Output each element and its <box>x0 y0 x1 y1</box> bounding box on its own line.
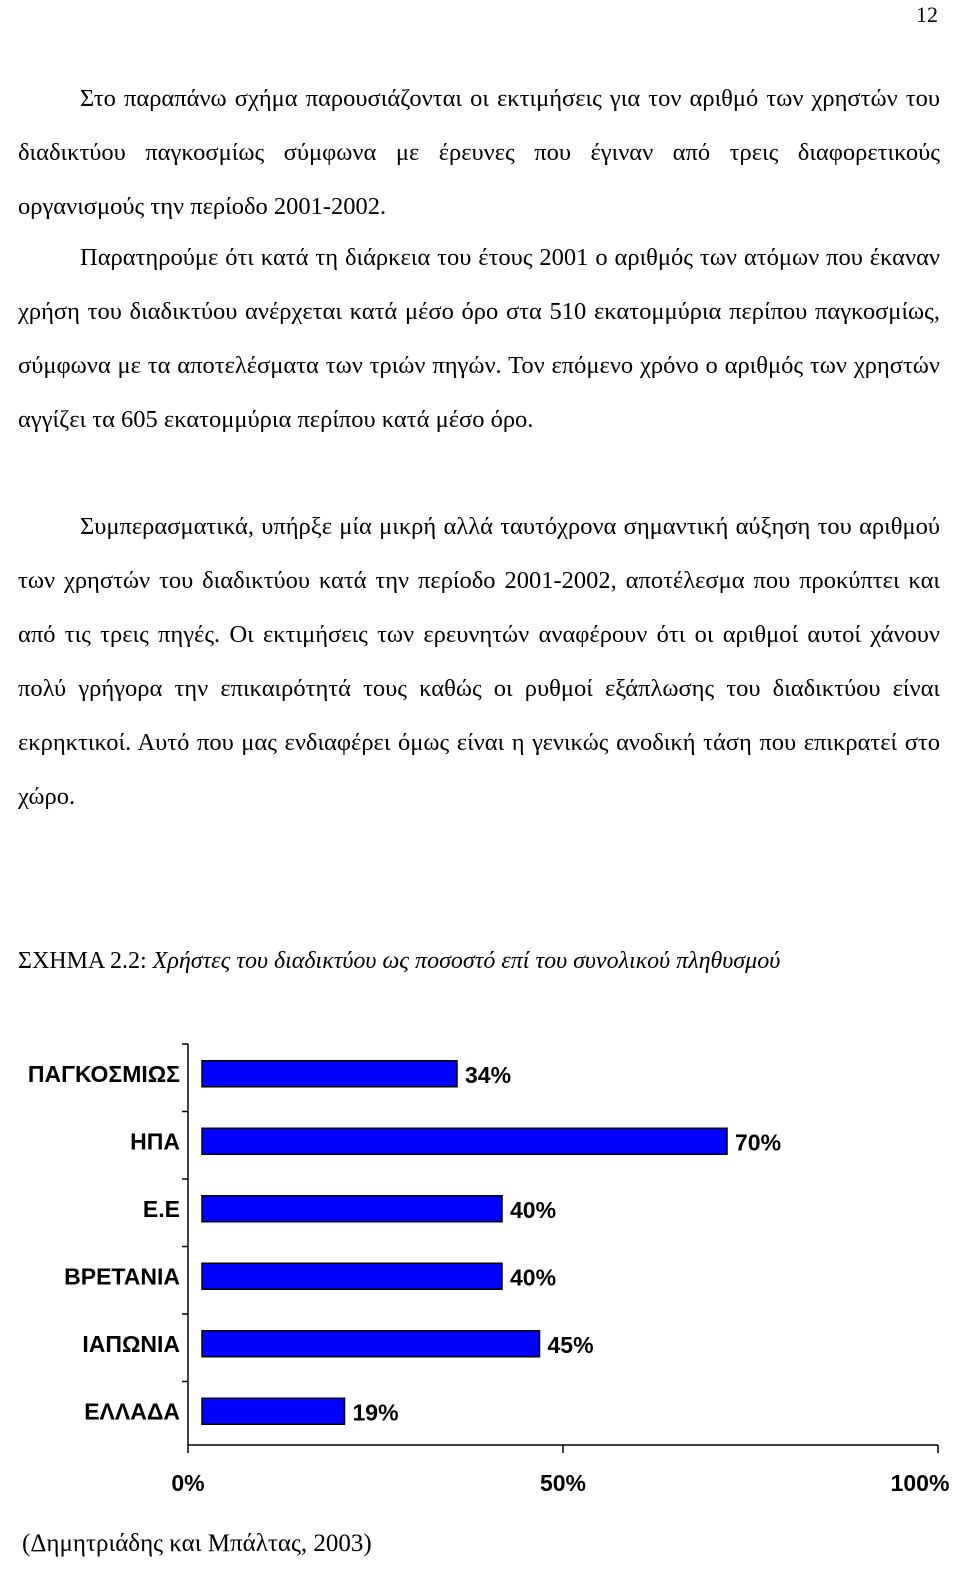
bar-chart <box>0 1030 960 1510</box>
figure-source: (Δημητριάδης και Μπάλτας, 2003) <box>22 1530 372 1557</box>
category-label: ΕΛΛΑΔΑ <box>84 1398 180 1425</box>
paragraph-intro: Στο παραπάνω σχήμα παρουσιάζονται οι εκτιμήσεις για τον αριθμό των χρηστών του διαδικτύου παγκοσμίως σύμφωνα με έρευνες που έγιναν από τρεις διαφορετικούς οργανισμούς την περίοδο 2001-2002. <box>18 85 940 220</box>
bar-3 <box>202 1263 502 1289</box>
data-label: 19% <box>352 1399 399 1426</box>
figure-caption <box>18 948 780 975</box>
category-label: ΠΑΓΚΟΣΜΙΩΣ <box>27 1060 180 1087</box>
paragraph-observation: Παρατηρούμε ότι κατά τη διάρκεια του έτους 2001 ο αριθμός των ατόμων που έκαναν χρήση του διαδικτύου ανέρχεται κατά μέσο όρο στα 510 εκατομμύρια περίπου παγκοσμίως, σύμφωνα με τα αποτελέσματα των τριών πηγών. Τον επόμενο χρόνο ο αριθμός των χρηστών αγγίζει τα 605 εκατομμύρια περίπου κατά μέσο όρο. <box>18 244 940 433</box>
category-label: ΙΑΠΩΝΙΑ <box>82 1330 180 1357</box>
page-number: 12 <box>916 2 938 27</box>
category-label: ΗΠΑ <box>130 1128 180 1155</box>
bar-0 <box>202 1061 457 1087</box>
x-tick-label: 100% <box>890 1470 950 1496</box>
data-label: 45% <box>547 1331 594 1358</box>
bar-1 <box>202 1128 727 1154</box>
bar-2 <box>202 1196 502 1222</box>
bar-4 <box>202 1331 540 1357</box>
paragraph-conclusion: Συμπερασματικά, υπήρξε μία μικρή αλλά ταυτόχρονα σημαντική αύξηση του αριθμού των χρηστών του διαδικτύου κατά την περίοδο 2001-2002, αποτέλεσμα που προκύπτει και από τις τρεις πηγές. Οι εκτιμήσεις των ερευνητών αναφέρουν ότι οι αριθμοί αυτοί χάνουν πολύ γρήγορα την επικαιρότητά τους καθώς οι ρυθμοί εξάπλωσης του διαδικτύου είναι εκρηκτικοί. Αυτό που μας ενδιαφέρει όμως είναι η γενικώς ανοδική τάση που επικρατεί στο χώρο. <box>18 513 940 810</box>
figure-title: Χρήστες του διαδικτύου ως ποσοστό επί του συνολικού πληθυσμού <box>152 948 781 974</box>
category-label: ΒΡΕΤΑΝΙΑ <box>64 1263 180 1290</box>
figure-label: ΣΧΗΜΑ 2.2: <box>18 948 147 974</box>
category-label: Ε.Ε <box>142 1195 180 1222</box>
x-tick-label: 50% <box>539 1470 587 1496</box>
bar-5 <box>202 1398 345 1424</box>
data-label: 40% <box>510 1264 557 1291</box>
data-label: 34% <box>465 1061 512 1088</box>
data-label: 40% <box>510 1196 557 1223</box>
data-label: 70% <box>735 1129 782 1156</box>
x-tick-label: 0% <box>171 1470 205 1496</box>
